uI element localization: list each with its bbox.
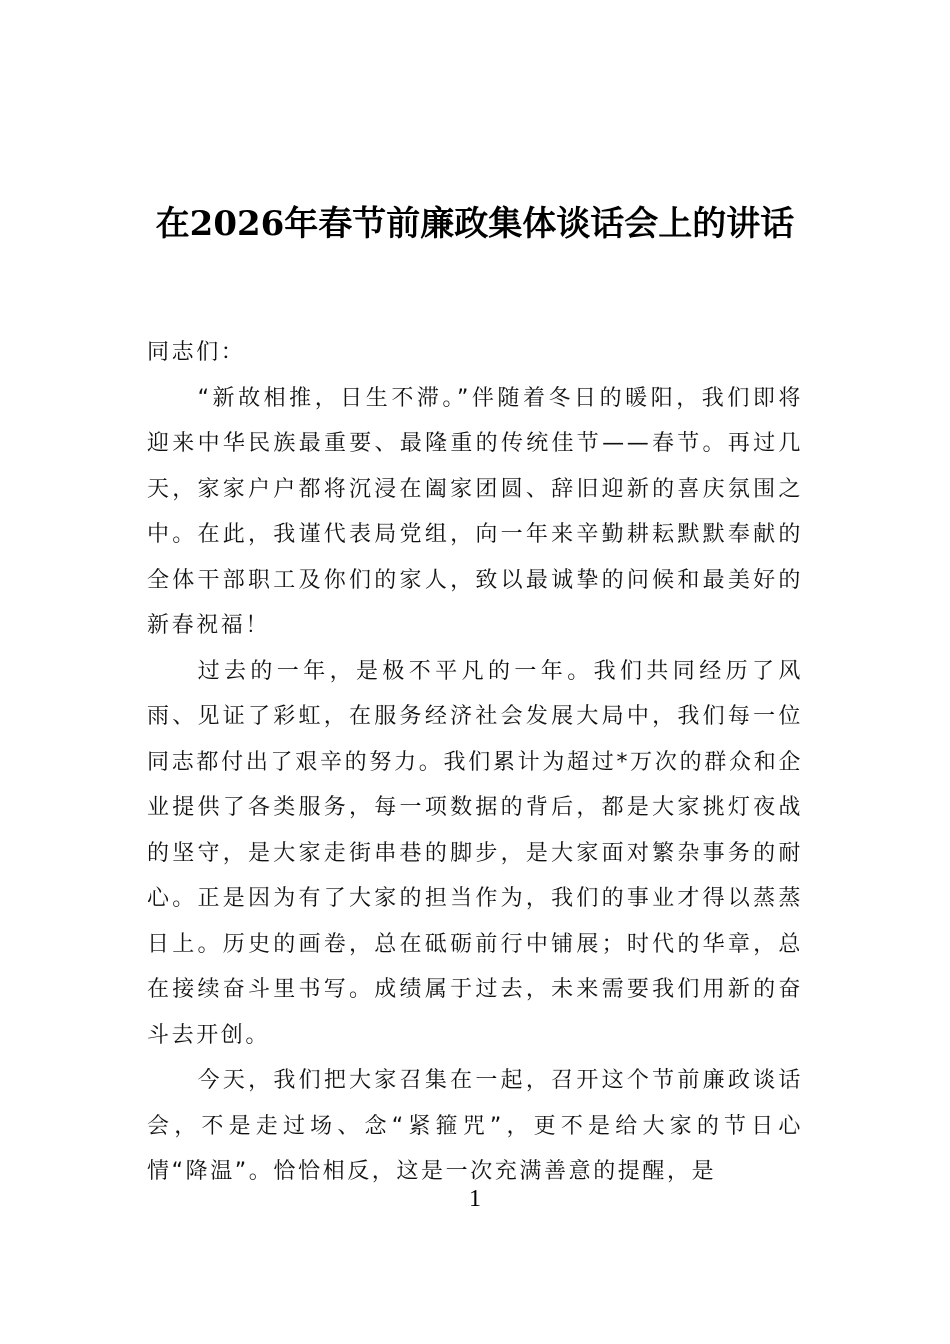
paragraph-3: 今天，我们把大家召集在一起，召开这个节前廉政谈话会，不是走过场、念“紧箍咒”，更不是给大家的节日心情“降温”。恰恰相反，这是一次充满善意的提醒，是 — [147, 1068, 803, 1184]
salutation: 同志们： — [147, 340, 246, 365]
paragraph-1: “新故相推，日生不滞。”伴随着冬日的暖阳，我们即将迎来中华民族最重要、最隆重的传统佳节——春节。再过几天，家家户户都将沉浸在阖家团圆、辞旧迎新的喜庆氛围之中。在此，我谨代表局党组，向一年来辛勤耕耘默默奉献的全体干部职工及你们的家人，致以最诚挚的问候和最美好的新春祝福！ — [147, 385, 803, 638]
document-body — [147, 330, 803, 1195]
paragraph-2: 过去的一年，是极不平凡的一年。我们共同经历了风雨、见证了彩虹，在服务经济社会发展大局中，我们每一位同志都付出了艰辛的努力。我们累计为超过*万次的群众和企业提供了各类服务，每一项数据的背后，都是大家挑灯夜战的坚守，是大家走街串巷的脚步，是大家面对繁杂事务的耐心。正是因为有了大家的担当作为，我们的事业才得以蒸蒸日上。历史的画卷，总在砥砺前行中铺展；时代的华章，总在接续奋斗里书写。成绩属于过去，未来需要我们用新的奋斗去开创。 — [147, 658, 803, 1048]
document-title: 在2026年春节前廉政集体谈话会上的讲话 — [155, 204, 795, 244]
page-number: 1 — [469, 1186, 481, 1212]
